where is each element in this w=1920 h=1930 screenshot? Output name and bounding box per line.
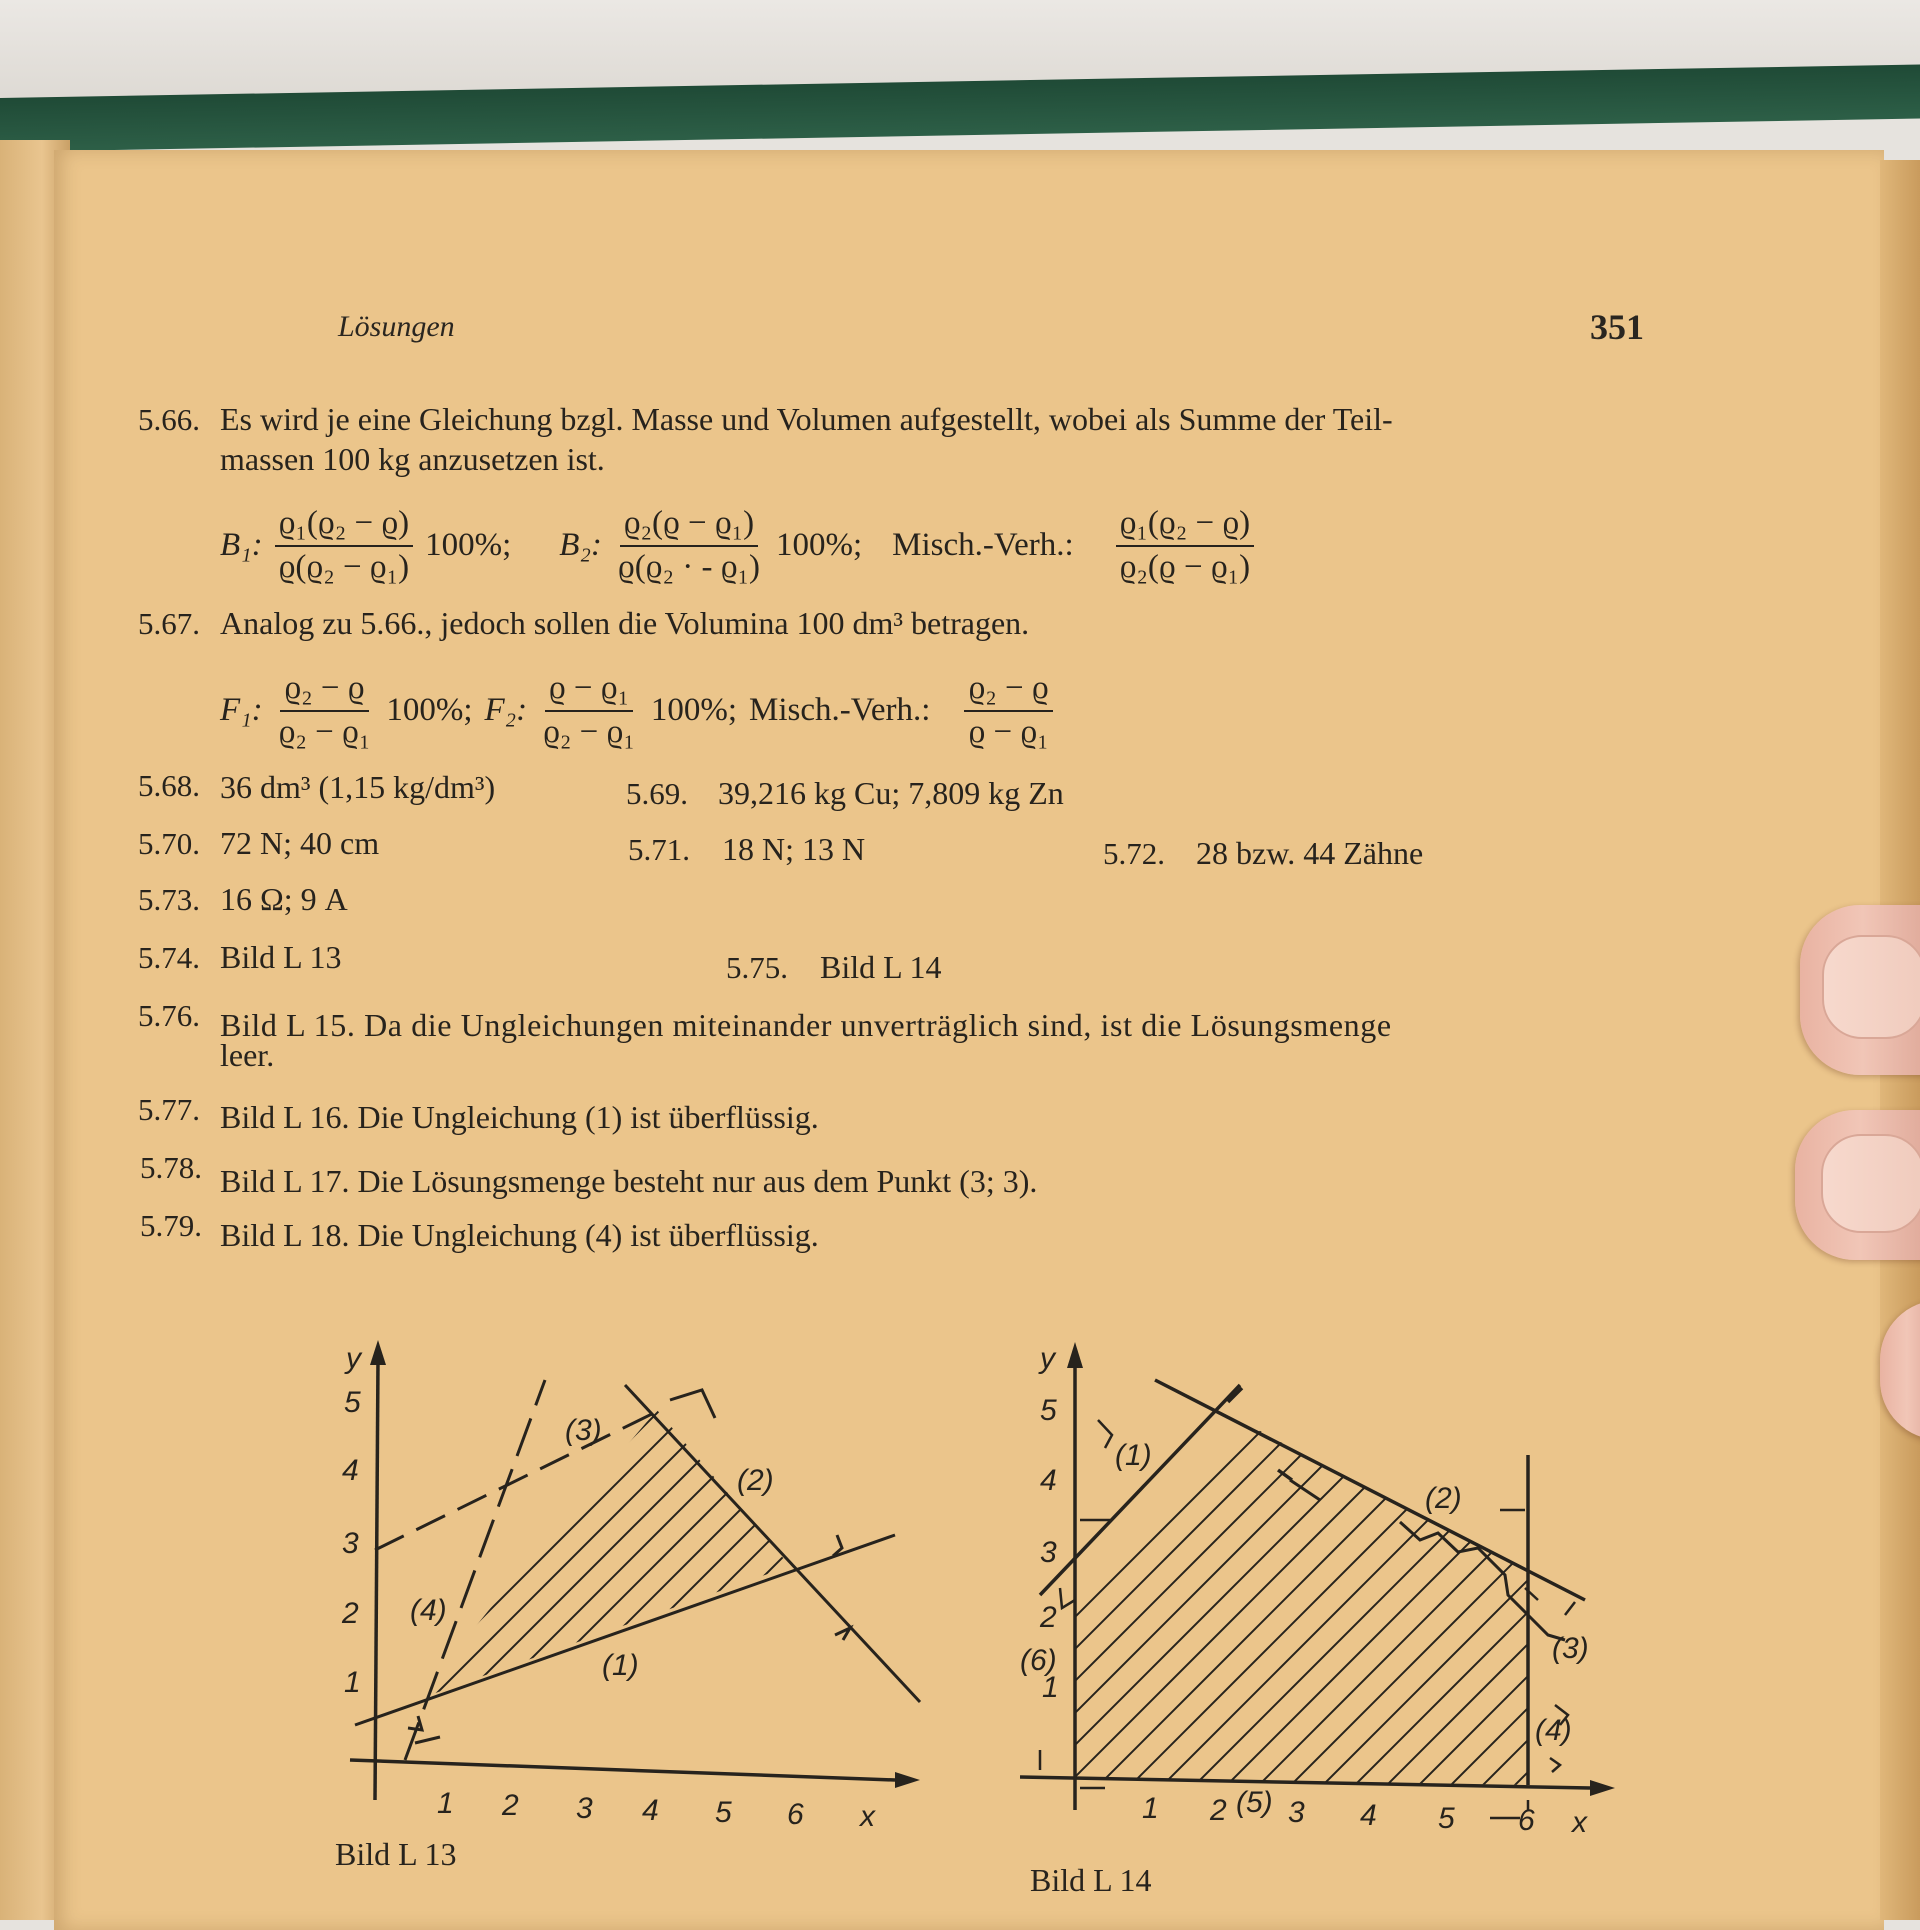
line-label: (2) [1425,1482,1462,1515]
formula-label: F₁: [220,692,263,729]
arrow-hook [670,1390,715,1418]
denominator: ϱ₂(ϱ − ϱ₁) [1119,548,1251,585]
x-tick: 1 [1142,1792,1159,1825]
solution-text: 28 bzw. 44 Zähne [1196,835,1424,871]
fingernail [1822,935,1920,1039]
solution-id: 5.74. [138,940,200,975]
solution-text: leer. [220,1037,275,1073]
x-tick: 2 [1210,1794,1227,1827]
solution-text: Analog zu 5.66., jedoch sollen die Volumina 100 dm³ betragen. [220,605,1030,641]
fingernail [1821,1134,1920,1233]
fraction [1116,505,1254,587]
fraction [614,505,764,587]
line-label: (5) [1236,1786,1273,1819]
x-tick: 2 [502,1789,519,1822]
line-label: (6) [1020,1644,1057,1677]
solution-text: Bild L 13 [220,939,342,975]
x-tick: 4 [1360,1799,1377,1832]
line-label: (4) [1535,1714,1572,1747]
thumb [1800,905,1920,1075]
x-tick: 3 [576,1792,593,1825]
figure-l14 [1020,1340,1630,1840]
solution-text: Bild L 14 [820,949,942,985]
denominator: ϱ₂ − ϱ₁ [543,713,635,750]
line-label: (3) [1552,1632,1589,1665]
formula-label: B₂: [559,527,602,564]
denominator: ϱ(ϱ₂ − ϱ₁) [278,548,410,585]
fraction [275,505,413,587]
formula-label: F₂: [484,692,528,729]
y-axis [375,1360,378,1800]
y-tick-labels [341,1342,363,1699]
x-tick-labels [1142,1792,1588,1839]
numerator: ϱ₂ − ϱ [280,670,368,712]
formula-label: Misch.-Verh.: [892,527,1074,564]
solution-id: 5.68. [138,768,200,803]
x-axis [350,1760,895,1780]
line-2 [1155,1380,1585,1600]
x-axis-label: x [1572,1806,1587,1839]
line-label: (4) [410,1594,447,1627]
numerator: ϱ₂ − ϱ [964,670,1052,712]
y-axis-arrow-icon [370,1340,386,1365]
solution-id: 5.77. [138,1092,200,1127]
x-axis-arrow-icon [895,1772,920,1788]
y-axis-arrow-icon [1067,1342,1083,1368]
line-label: (3) [565,1414,602,1447]
x-tick: 1 [437,1787,454,1820]
solution-text: 18 N; 13 N [722,831,866,867]
line-label: (1) [602,1649,639,1682]
y-tick: 2 [342,1597,359,1630]
x-tick: 3 [1288,1796,1305,1829]
x-tick: 6 [1518,1804,1535,1837]
numerator: ϱ₁(ϱ₂ − ϱ) [1116,505,1254,547]
solution-id: 5.78. [140,1150,202,1185]
solution-text: Bild L 16. Die Ungleichung (1) ist überflüssig. [220,1099,819,1135]
line-4 [405,1380,545,1760]
solution-id: 5.75. [726,950,788,985]
solution-id: 5.69. [626,776,688,811]
line-3 [375,1410,660,1550]
solution-id: 5.67. [138,606,200,641]
fraction [539,670,639,752]
solution-text: Bild L 15. Da die Ungleichungen miteinander unverträglich sind, ist die Lösungsmenge [220,1007,1392,1043]
solution-text: Bild L 17. Die Lösungsmenge besteht nur aus dem Punkt (3; 3). [220,1163,1038,1199]
line-label: (2) [737,1464,774,1497]
solution-text: 39,216 kg Cu; 7,809 kg Zn [718,775,1064,811]
formula-suffix: 100%; [425,527,512,564]
y-tick: 2 [1040,1601,1057,1634]
y-tick: 4 [1040,1464,1057,1497]
y-tick: 3 [342,1527,359,1560]
y-axis-label: y [1040,1342,1055,1375]
solution-text: 36 dm³ (1,15 kg/dm³) [220,769,496,805]
solution-id: 5.79. [140,1208,202,1243]
line-2 [625,1385,920,1702]
x-tick: 6 [787,1798,804,1831]
figure-l13 [330,1340,940,1840]
y-tick: 1 [1042,1671,1059,1704]
figure-caption: Bild L 13 [335,1836,457,1872]
numerator: ϱ − ϱ₁ [545,670,633,712]
solution-id: 5.76. [138,998,200,1033]
line-label: (1) [1115,1439,1152,1472]
solution-text: Bild L 18. Die Ungleichung (4) ist überflüssig. [220,1217,819,1253]
formula-label: B₁: [220,527,263,564]
solution-text: massen 100 kg anzusetzen ist. [220,441,605,477]
x-axis-label: x [860,1800,875,1833]
x-axis-arrow-icon [1590,1780,1615,1796]
figure-caption: Bild L 14 [1030,1862,1152,1898]
solution-text: 16 Ω; 9 A [220,881,348,917]
denominator: ϱ − ϱ₁ [968,713,1049,750]
line-1 [1040,1385,1240,1595]
x-tick: 4 [642,1794,659,1827]
formula-label: Misch.-Verh.: [749,692,931,729]
y-tick: 5 [1040,1394,1057,1427]
formula-suffix: 100%; [776,527,863,564]
formula-suffix: 100%; [650,692,737,729]
solution-id: 5.66. [138,402,200,437]
fraction [964,670,1052,752]
page-number: 351 [1590,307,1644,347]
solution-id: 5.70. [138,826,200,861]
solution-text: 72 N; 40 cm [220,825,380,861]
y-tick: 5 [344,1386,361,1419]
y-tick: 1 [344,1666,361,1699]
finger [1795,1110,1920,1260]
y-tick: 4 [342,1454,359,1487]
x-axis [1020,1777,1590,1788]
fraction [275,670,375,752]
line-1 [355,1535,895,1725]
running-title: Lösungen [338,310,455,343]
solution-id: 5.72. [1103,836,1165,871]
x-tick: 5 [1438,1802,1455,1835]
numerator: ϱ₁(ϱ₂ − ϱ) [275,505,413,547]
denominator: ϱ(ϱ₂ · - ϱ₁) [617,548,760,585]
formula-row-567 [220,670,1053,752]
denominator: ϱ₂ − ϱ₁ [278,713,371,750]
numerator: ϱ₂(ϱ − ϱ₁) [620,505,758,547]
x-tick: 5 [715,1796,732,1829]
formula-suffix: 100%; [386,692,473,729]
y-tick: 3 [1040,1536,1057,1569]
x-tick-labels [437,1787,876,1833]
solution-id: 5.71. [628,832,690,867]
solution-text: Es wird je eine Gleichung bzgl. Masse und Volumen aufgestellt, wobei als Summe der Teil- [220,401,1393,437]
y-axis-label: y [346,1342,361,1375]
solution-id: 5.73. [138,882,200,917]
formula-row-566 [220,505,1254,587]
